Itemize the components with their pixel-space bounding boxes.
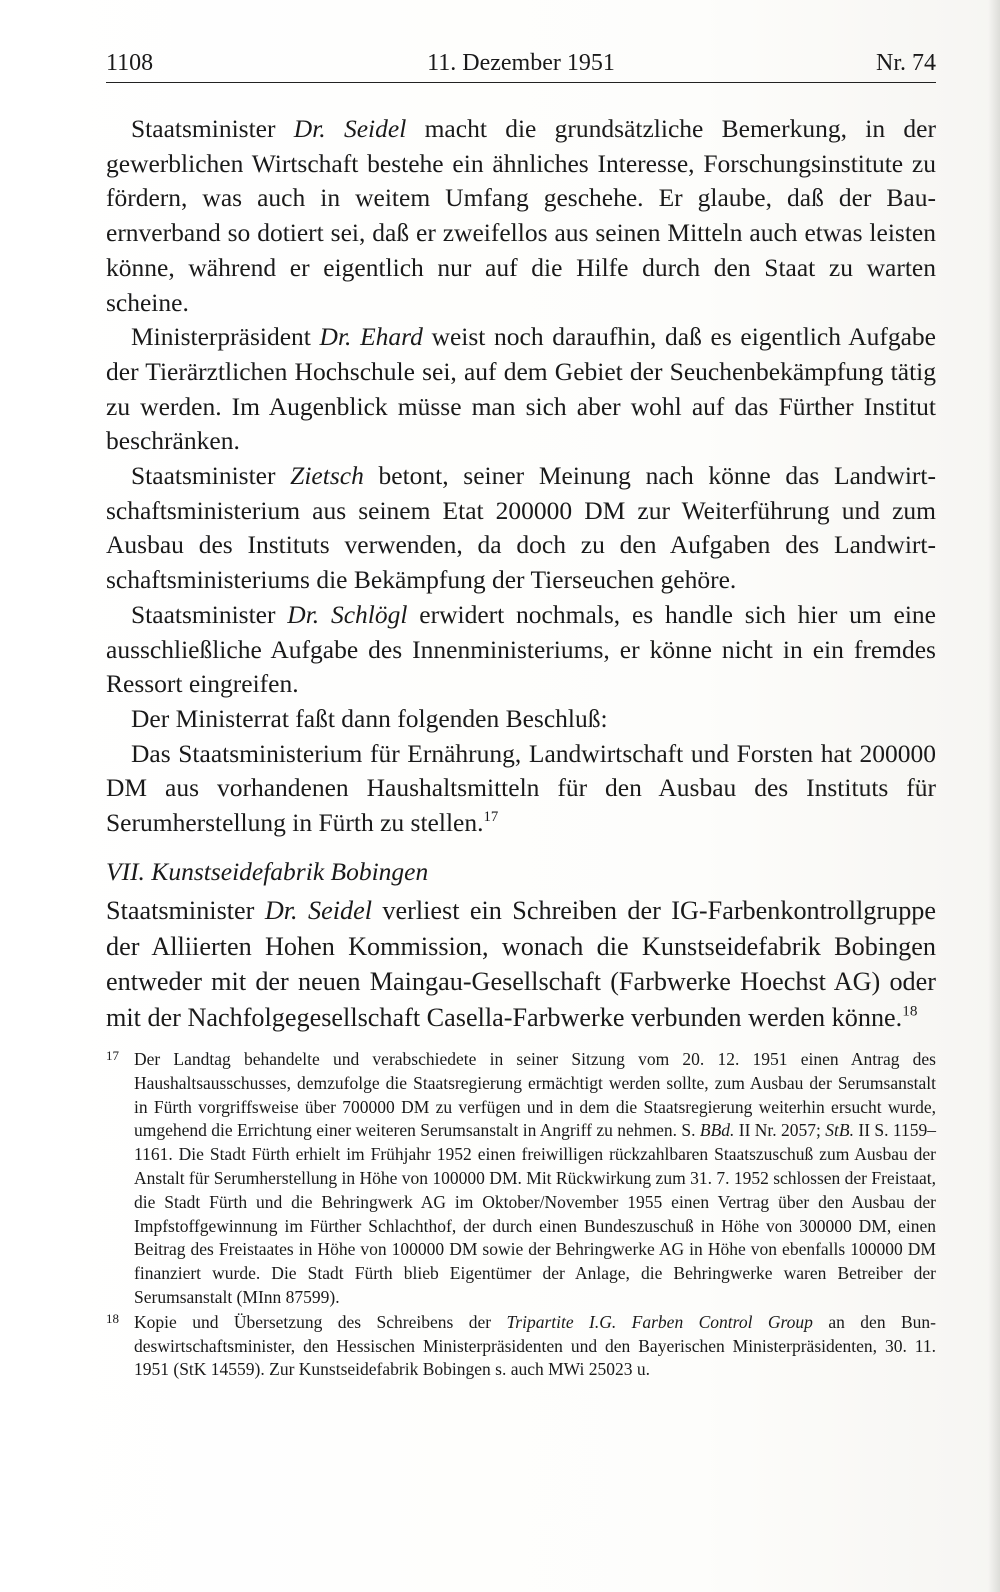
footnote-number: 18 <box>106 1310 119 1326</box>
footnote-text: Der Landtag behandelte und verabschiedete in seiner Sitzung vom 20. 12. 1951 einen Antrag des Haushaltsausschusses, demzufolge die Staatsregierung ermächtigt werden sollte, zum Ausbau der Serumsanstalt in Fürth vorgriffsweise über 700000 DM zu verfügen und in dem die Staatsregierung weiterhin ersucht wurde, umgehend die Errichtung einer weiteren Serumsanstalt in Angriff zu nehmen. S. <box>134 1049 936 1141</box>
paragraph-text: Staatsminister <box>131 114 294 143</box>
paragraph-text: Staatsminister <box>131 599 288 629</box>
issue-number: Nr. 74 <box>876 50 936 76</box>
page-number: 1108 <box>106 50 154 76</box>
paragraph-text: Ministerpräsident <box>131 322 320 352</box>
speaker-name: Dr. Seidel <box>293 114 407 143</box>
footnote-17 <box>106 1048 936 1310</box>
paragraph-text: erwidert nochmals, es handle sich hier um eine ausschließliche Aufgabe des Innenministeriums, er könne nicht in ein fremdes Ressort eingreifen. <box>106 599 936 699</box>
speaker-name: Zietsch <box>290 461 364 491</box>
footnote-citation: Tripartite I.G. Farben Control Group <box>506 1311 813 1332</box>
footnote-citation: BBd. <box>699 1120 735 1141</box>
running-header <box>106 48 936 83</box>
paragraph-text: verliest ein Schreiben der IG-Farbenkontrollgruppe der Alliierten Hohen Kommission, wonach die Kunstseidefabrik Bobingen entweder mit der neuen Maingau-Gesellschaft (Farbwerke Hoechst AG) oder mit der Nachfolgegesellschaft Casella-Farbwerke verbunden werden könne. <box>106 896 937 1032</box>
paragraph-zietsch-remark <box>106 459 936 598</box>
footnote-citation: StB. <box>825 1120 854 1141</box>
paragraph-resolution <box>106 737 936 841</box>
paragraph-text: macht die grundsätzliche Bemerkung, in der gewerblichen Wirtschaft bestehe ein ähnliches Interesse, Forschungsinstitute zu fördern, was auch in weitem Umfang geschehe. Er glaube, daß der Bauernverband so dotiert sei, daß er zweifellos aus seinen Mitteln auch etwas leisten könne, während er eigentlich nur auf die Hilfe durch den Staat zu warten scheine. <box>106 114 936 317</box>
paragraph-text: Staatsminister <box>106 896 265 926</box>
header-date: 11. Dezember 1951 <box>427 50 615 76</box>
footnote-text: Kopie und Übersetzung des Schreibens der <box>134 1311 507 1332</box>
speaker-name: Dr. Ehard <box>319 322 423 352</box>
page-spine-shadow <box>988 0 1000 1592</box>
paragraph-schloegl-remark <box>106 598 936 702</box>
footnote-text: II S. 1159–1161. Die Stadt Fürth erhielt im Frühjahr 1952 einen freiwilligen rückzahlbaren Staatszuschuß zum Ausbau der Anstalt für Serumherstellung in Höhe von 100000 DM. Mit Rückwirkung zum 31. 7. 1952 schlossen der Freistaat, die Stadt Fürth und die Behringwerk AG im Oktober/November 1955 einen Vertrag über den Ausbau der Impfstoffgewinnung im Fürther Schlachthof, der durch einen Bundeszuschuß in Höhe von 300000 DM, einen Beitrag des Freistaates in Höhe von 100000 DM sowie der Behringwerke AG in Höhe von ebenfalls 100000 DM finanziert wurde. Die Stadt Fürth blieb Eigentümer der Anlage, die Behringwerke waren Betreiber der Serumsanstalt (MInn 87599). <box>134 1120 936 1307</box>
paragraph-ehard-remark <box>106 320 936 459</box>
paragraph-text: betont, seiner Meinung nach könne das Landwirtschaftsministerium aus seinem Etat 200000 DM zur Weiterführung und zum Ausbau des Instituts verwenden, da doch zu den Aufgaben des Landwirtschaftsministeriums die Bekämpfung der Tierseuchen gehöre. <box>106 461 936 595</box>
footnote-number: 17 <box>106 1048 119 1063</box>
paragraph-seidel-remark <box>106 112 936 320</box>
paragraph-text: weist noch daraufhin, daß es eigentlich Aufgabe der Tierärztlichen Hochschule sei, auf dem Gebiet der Seuchenbekämpfung tätig zu werden. Im Augenblick müsse man sich aber wohl auf das Fürther Institut beschränken. <box>106 322 936 456</box>
paragraph-resolution-intro: Der Ministerrat faßt dann folgenden Beschluß: <box>131 703 608 733</box>
footnote-text: II Nr. 2057; <box>734 1120 826 1141</box>
footnote-ref-18[interactable]: 18 <box>902 1002 918 1020</box>
footnote-ref-17[interactable]: 17 <box>483 809 499 826</box>
paragraph-seidel-letter <box>106 893 936 1035</box>
speaker-name: Dr. Schlögl <box>287 599 408 629</box>
paragraph-text: Staatsminister <box>131 461 291 491</box>
section-heading: VII. Kunstseidefabrik Bobingen <box>106 856 429 886</box>
speaker-name: Dr. Seidel <box>264 896 372 926</box>
footnotes <box>106 1048 936 1383</box>
footnote-18 <box>106 1311 936 1382</box>
footnote-text: an den Bundeswirtschaftsminister, den Hessischen Ministerpräsidenten und den Bayerischen Ministerpräsidenten, 30. 11. 1951 (StK 14559). Zur Kunstseidefabrik Bobingen s. auch MWi 25023 u. <box>134 1311 936 1380</box>
resolution-text: Das Staatsministerium für Ernährung, Landwirtschaft und Forsten hat 200000 DM aus vorhandenen Haushaltsmitteln für den Ausbau des Instituts für Serumherstellung in Fürth zu stellen. <box>106 738 936 838</box>
main-text <box>106 112 936 1035</box>
